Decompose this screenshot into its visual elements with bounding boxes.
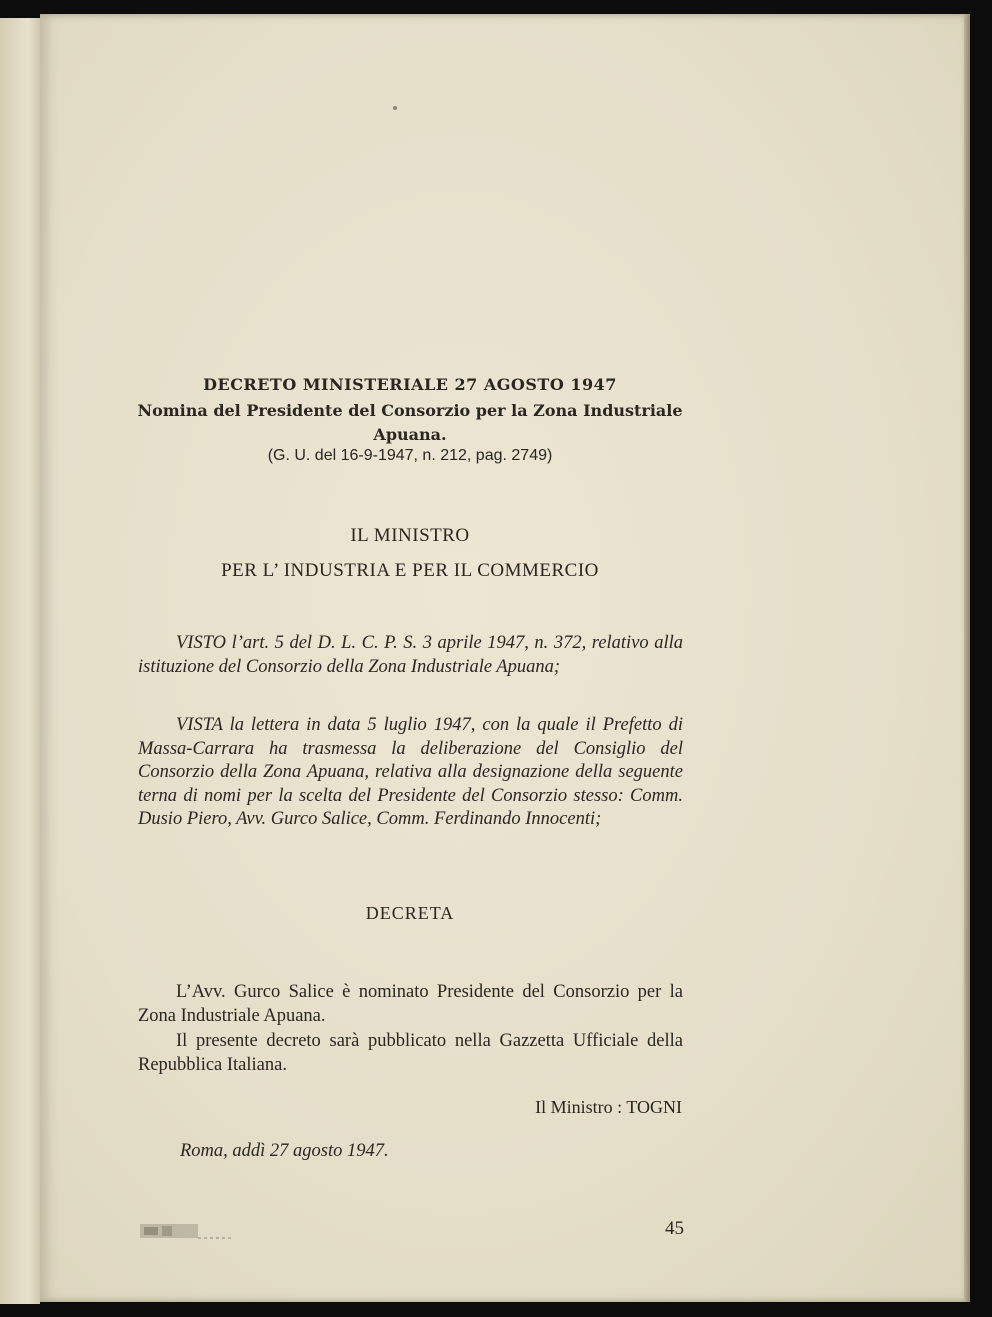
speck bbox=[393, 106, 397, 110]
page-edge-shadow bbox=[964, 14, 970, 1302]
article-nomination: L’Avv. Gurco Salice è nominato Presidente del Consorzio per la Zona Industriale Apuana. bbox=[138, 982, 683, 1026]
preamble-vista: VISTA la lettera in data 5 luglio 1947, con la quale il Prefetto di Massa-Carrara ha trasmessa la deliberazione del Consiglio del Consorzio della Zona Apuana, relativa alla designazione della seguente terna di nomi per la scelta del Presidente del Consorzio stesso: Comm. Dusio Piero, Avv. Gurco Salice, Comm. Ferdinando Innocenti; bbox=[138, 715, 683, 829]
decreta-heading: DECRETA bbox=[365, 903, 455, 923]
decree-subtitle-line1: Nomina del Presidente del Consorzio per la Zona Industriale bbox=[137, 401, 683, 420]
decree-title: DECRETO MINISTERIALE 27 AGOSTO 1947 bbox=[203, 375, 617, 394]
library-stamp-mark bbox=[140, 1222, 232, 1242]
previous-page-edge bbox=[0, 18, 40, 1304]
place-and-date: Roma, addì 27 agosto 1947. bbox=[180, 1141, 389, 1161]
article-publication: Il presente decreto sarà pubblicato nella Gazzetta Ufficiale della Repubblica Italiana. bbox=[138, 1031, 683, 1075]
preamble-visto: VISTO l’art. 5 del D. L. C. P. S. 3 aprile 1947, n. 372, relativo alla istituzione del Consorzio della Zona Industriale Apuana; bbox=[138, 633, 683, 677]
decree-subtitle-line2: Apuana. bbox=[373, 425, 447, 444]
gazette-reference: (G. U. del 16-9-1947, n. 212, pag. 2749) bbox=[267, 447, 553, 464]
minister-department: PER L’ INDUSTRIA E PER IL COMMERCIO bbox=[221, 560, 599, 581]
minister-signature: Il Ministro : TOGNI bbox=[535, 1097, 682, 1117]
minister-heading: IL MINISTRO bbox=[350, 525, 470, 546]
page-number: 45 bbox=[665, 1218, 684, 1239]
